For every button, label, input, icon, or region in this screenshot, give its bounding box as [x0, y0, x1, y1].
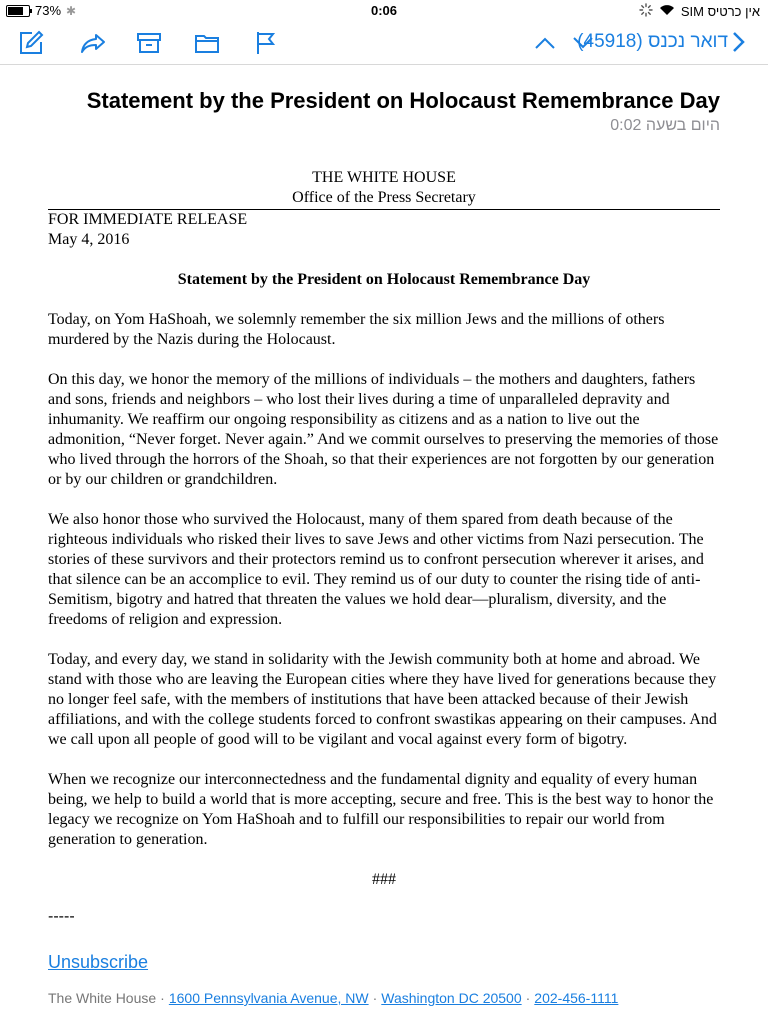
status-time: 0:06 [370, 3, 398, 18]
message-body [48, 168, 720, 890]
bluetooth-icon: ✱ [66, 3, 77, 18]
mail-toolbar [0, 22, 768, 65]
archive-button[interactable] [134, 28, 164, 58]
back-to-inbox-button[interactable] [577, 31, 746, 53]
unsubscribe-link[interactable]: Unsubscribe [48, 952, 149, 972]
address-link[interactable]: 1600 Pennsylvania Avenue, NW [168, 990, 369, 1006]
message-datetime: היום בשעה 0:02 [610, 117, 720, 134]
footer-separator: · [160, 990, 165, 1006]
chevron-up-icon [533, 35, 557, 51]
archive-icon [136, 31, 162, 55]
flag-icon [253, 30, 277, 56]
battery-percent: 73% [35, 3, 62, 18]
signature-separator: ----- [48, 908, 75, 925]
mailbox-label: דואר נכנס (45918) [577, 31, 728, 52]
folder-icon [194, 31, 220, 55]
release-date: May 4, 2016 [48, 231, 130, 248]
carrier-label: אין כרטיס SIM [680, 4, 760, 19]
paragraph-4: Today, and every day, we stand in solidarity with the Jewish community both at home and abroad. We stand with those who are leaving the European cities where they have lived for generations because they no longer feel safe, with the members of institutions that have been attacked because of their Jewish affiliations, and with the college students forced to confront swastikas appearing on their campuses. And we call upon all people of good will to be vigilant and vocal against every form of bigotry. [48, 651, 717, 748]
paragraph-3: We also honor those who survived the Holocaust, many of them spared from death because of the righteous individuals who risked their lives to save Jews and other victims from Nazi persecution. The stories of these survivors and their protectors remind us to confront persecution wherever it arises, and that silence can be an accomplice to evil. They remind us of our duty to counter the rising tide of anti-Semitism, bigotry and hatred that threaten the values we hold dear—pluralism, diversity, and the freedoms of religion and expression. [48, 511, 704, 628]
wifi-icon [659, 4, 675, 19]
org-heading: THE WHITE HOUSE [312, 169, 456, 186]
statement-title: Statement by the President on Holocaust Remembrance Day [177, 271, 591, 288]
city-link[interactable]: Washington DC 20500 [381, 990, 522, 1006]
end-mark: ### [372, 871, 396, 888]
status-right [639, 3, 760, 20]
footer-line [48, 990, 618, 1006]
move-to-folder-button[interactable] [192, 28, 222, 58]
release-line: FOR IMMEDIATE RELEASE [48, 211, 248, 228]
compose-icon [18, 30, 44, 56]
flag-button[interactable] [250, 28, 280, 58]
status-bar [0, 0, 768, 22]
paragraph-2: On this day, we honor the memory of the millions of individuals – the mothers and daughters, fathers and sons, friends and neighbors – who lost their lives during a time of unparalleled depravity and inhumanity. We reaffirm our ongoing responsibility as citizens and as a nation to live out the admonition, “Never forget. Never again.” And we commit ourselves to preserving the memories of those who lived through the horrors of the Shoah, so that their experiences are not forgotten by our generation or by our children or grandchildren. [48, 371, 719, 488]
footer-separator: · [372, 990, 378, 1006]
back-chevron-icon [732, 31, 746, 53]
office-heading: Office of the Press Secretary [292, 189, 476, 206]
previous-message-button[interactable] [530, 28, 560, 58]
sync-icon [639, 3, 653, 20]
compose-button[interactable] [16, 28, 46, 58]
footer-separator: · [525, 990, 531, 1006]
reply-forward-icon [79, 31, 107, 55]
paragraph-1: Today, on Yom HaShoah, we solemnly remember the six million Jews and the millions of others murdered by the Nazis during the Holocaust. [48, 311, 665, 348]
footer-org: The White House [48, 990, 157, 1006]
paragraph-5: When we recognize our interconnectedness and the fundamental dignity and equality of every human being, we help to build a world that is more accepting, secure and free. This is the best way to honor the legacy we recognize on Yom HaShoah and to fulfill our responsibilities to repair our world from generation to generation. [48, 771, 714, 848]
message-subject: Statement by the President on Holocaust Remembrance Day [86, 88, 720, 113]
reply-forward-button[interactable] [78, 28, 108, 58]
phone-link[interactable]: 202-456-1111 [534, 990, 619, 1006]
